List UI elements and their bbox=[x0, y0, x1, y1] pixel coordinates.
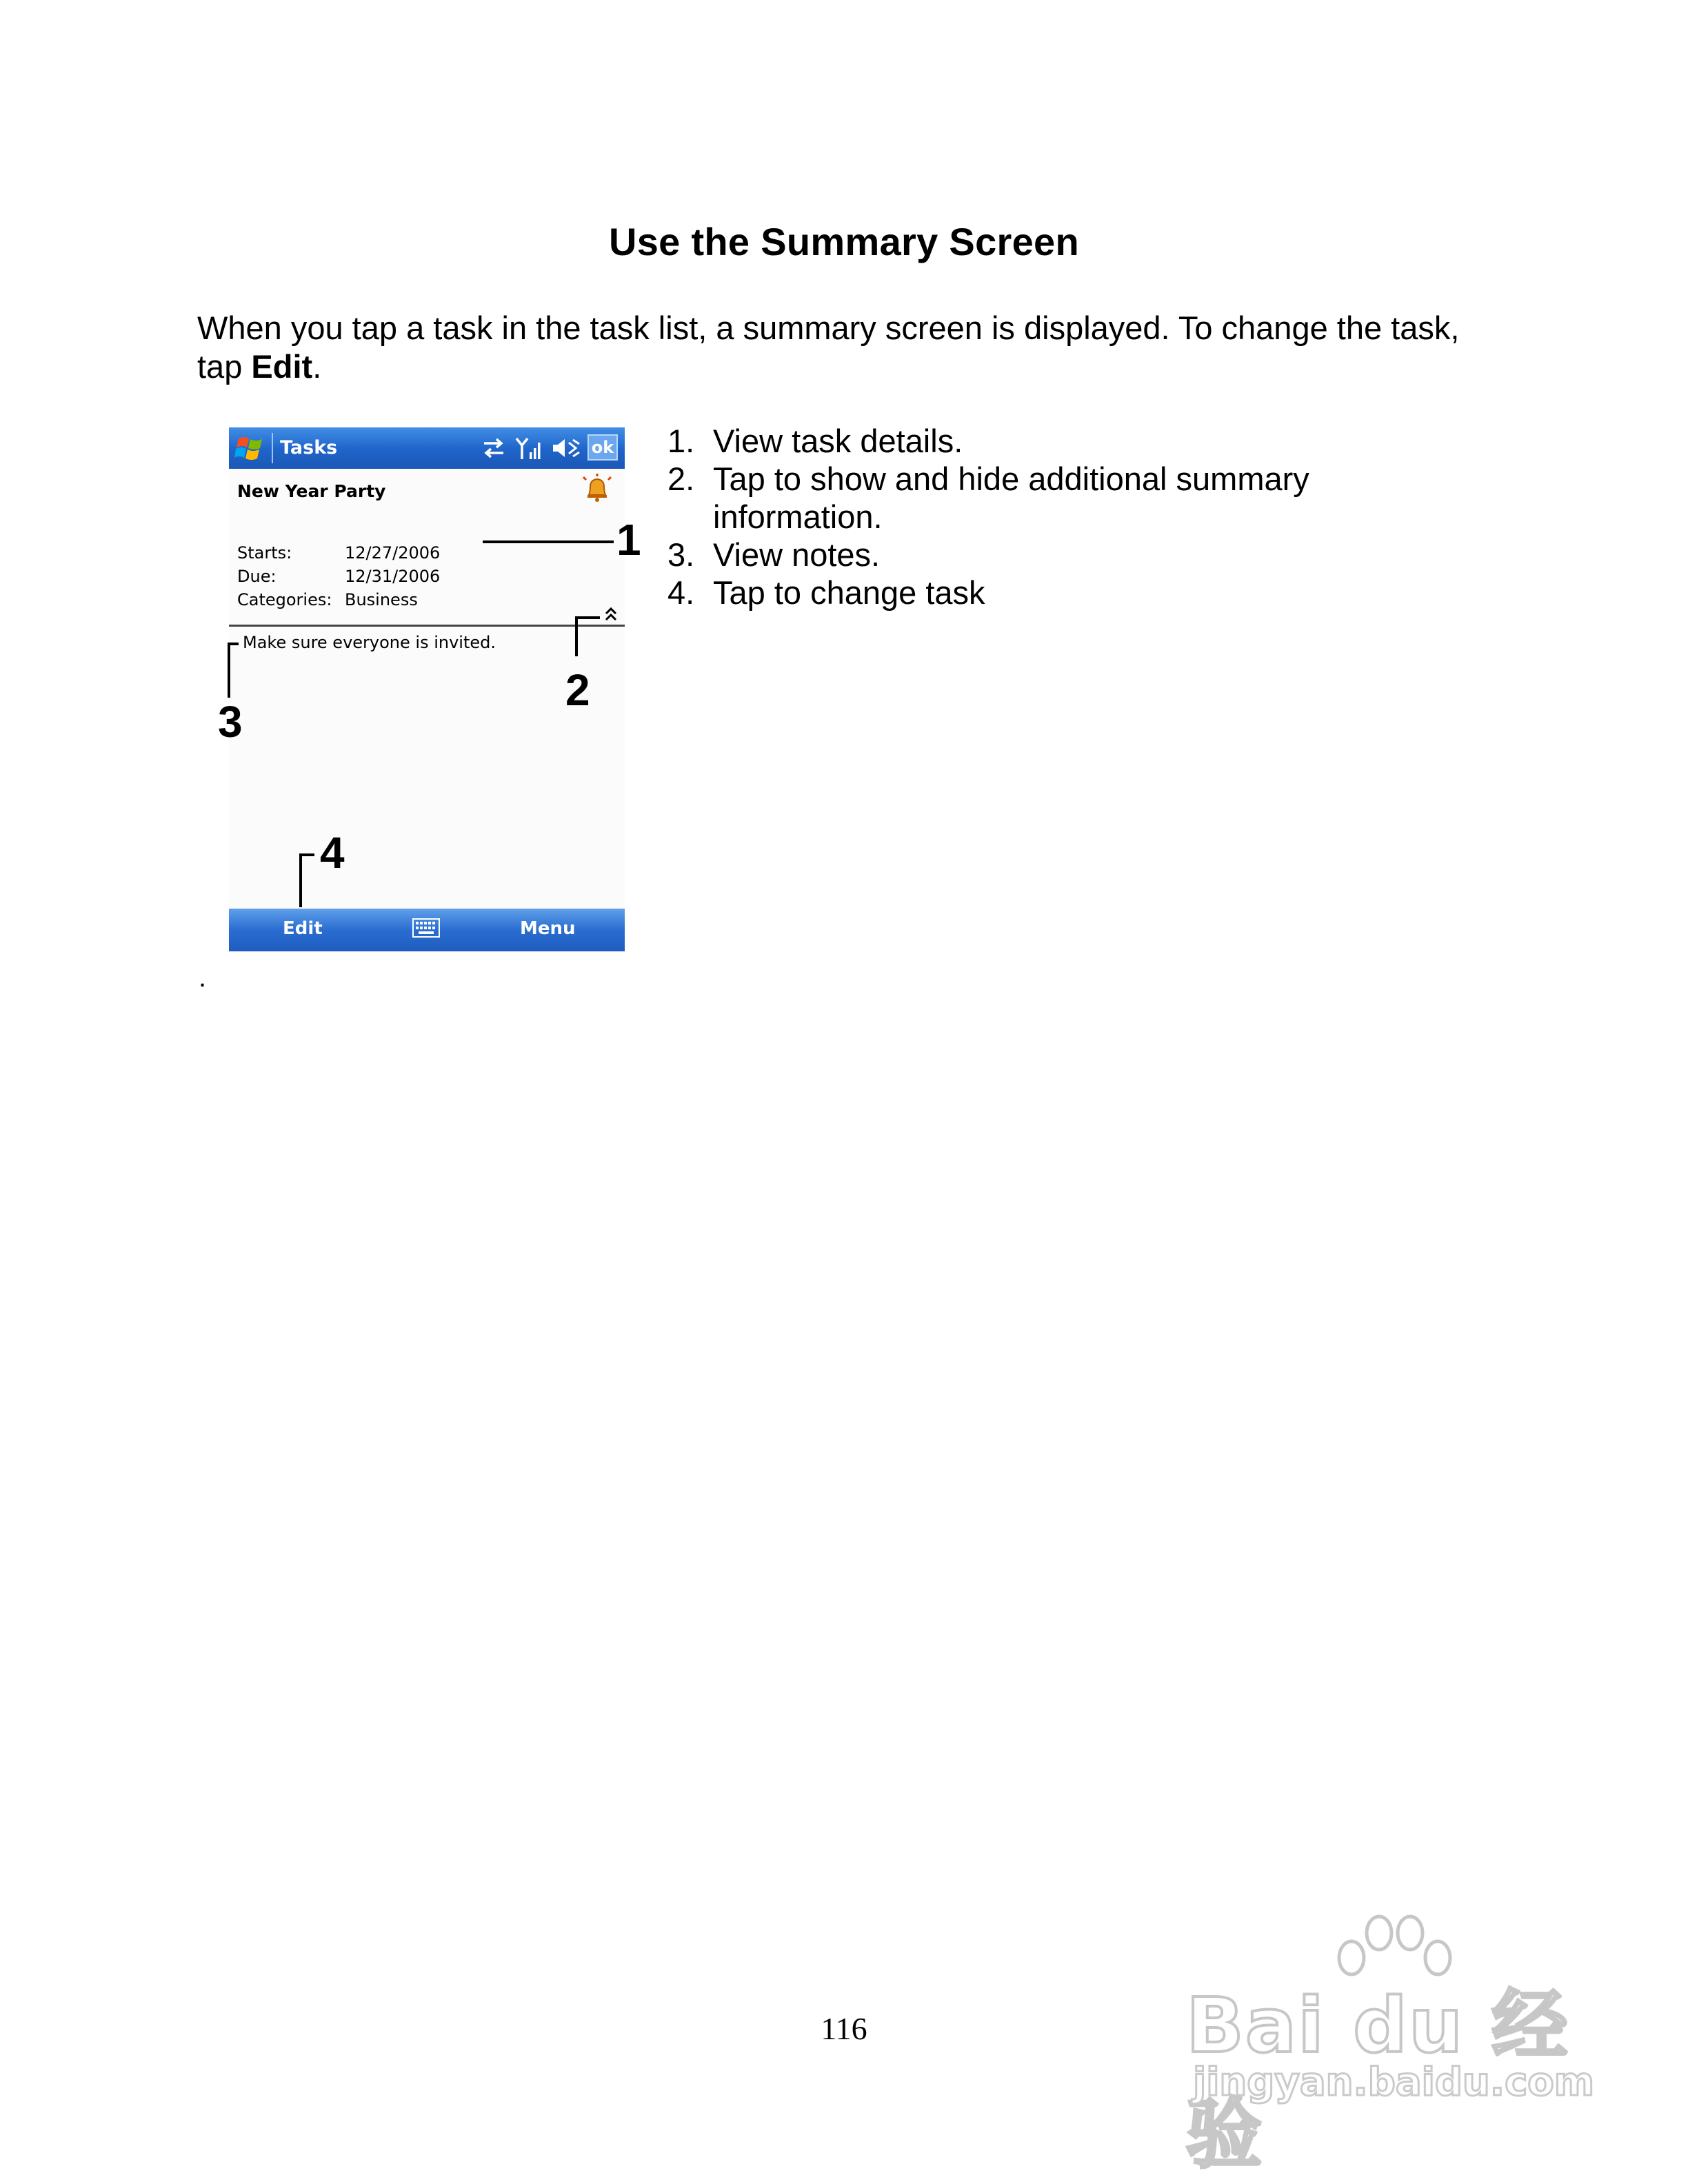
connectivity-icon[interactable] bbox=[480, 434, 508, 462]
edit-softkey[interactable]: Edit bbox=[283, 918, 323, 939]
speaker-icon[interactable] bbox=[550, 434, 581, 462]
categories-label: Categories: bbox=[237, 590, 332, 609]
signal-icon[interactable] bbox=[514, 434, 542, 462]
page-number: 116 bbox=[821, 2011, 867, 2046]
due-value: 12/31/2006 bbox=[345, 567, 441, 586]
list-item bbox=[667, 536, 1426, 574]
step-number: 4. bbox=[667, 574, 695, 611]
summary-divider bbox=[229, 625, 625, 627]
task-title: New Year Party bbox=[237, 481, 386, 501]
keyboard-icon[interactable] bbox=[412, 918, 440, 938]
starts-value: 12/27/2006 bbox=[345, 543, 441, 563]
due-label: Due: bbox=[237, 567, 277, 586]
categories-value: Business bbox=[345, 590, 418, 609]
list-item bbox=[667, 422, 1426, 460]
step-text: View task details. bbox=[713, 423, 963, 459]
step-text: Tap to change task bbox=[713, 574, 985, 611]
step-text: View notes. bbox=[713, 536, 881, 573]
app-title: Tasks bbox=[280, 437, 338, 458]
list-item bbox=[667, 460, 1426, 536]
trailing-dot: . bbox=[199, 962, 207, 993]
baidu-watermark bbox=[1186, 1910, 1595, 2178]
task-note: Make sure everyone is invited. bbox=[243, 633, 496, 652]
windows-start-icon[interactable] bbox=[234, 433, 266, 463]
watermark-brand: Bai du 经验 bbox=[1186, 1981, 1569, 2178]
step-number: 2. bbox=[667, 461, 695, 497]
watermark-url: jingyan.baidu.com bbox=[1193, 2060, 1595, 2105]
step-number: 1. bbox=[667, 423, 695, 459]
collapse-chevron-icon[interactable] bbox=[601, 605, 621, 623]
intro-paragraph bbox=[197, 309, 1507, 386]
list-item bbox=[667, 574, 1426, 611]
steps-list bbox=[667, 422, 1426, 611]
ok-button[interactable]: ok bbox=[587, 434, 618, 461]
menu-bar bbox=[229, 909, 625, 951]
step-number: 3. bbox=[667, 536, 695, 573]
callout-number: 3 bbox=[218, 697, 243, 747]
menu-softkey[interactable]: Menu bbox=[520, 918, 576, 939]
title-separator bbox=[272, 433, 273, 463]
starts-label: Starts: bbox=[237, 543, 292, 563]
intro-edit-emphasis: Edit bbox=[251, 348, 313, 385]
callout-number: 1 bbox=[616, 515, 641, 565]
title-bar bbox=[229, 427, 625, 469]
alarm-bell-icon bbox=[582, 473, 612, 503]
page-title: Use the Summary Screen bbox=[608, 220, 1080, 263]
step-text: Tap to show and hide additional summary information. bbox=[713, 461, 1309, 535]
intro-text: When you tap a task in the task list, a summary screen is displayed. To change the task, tap bbox=[197, 310, 1460, 385]
callout-number: 4 bbox=[320, 828, 345, 878]
callout-number: 2 bbox=[565, 665, 590, 715]
intro-period: . bbox=[312, 348, 322, 385]
